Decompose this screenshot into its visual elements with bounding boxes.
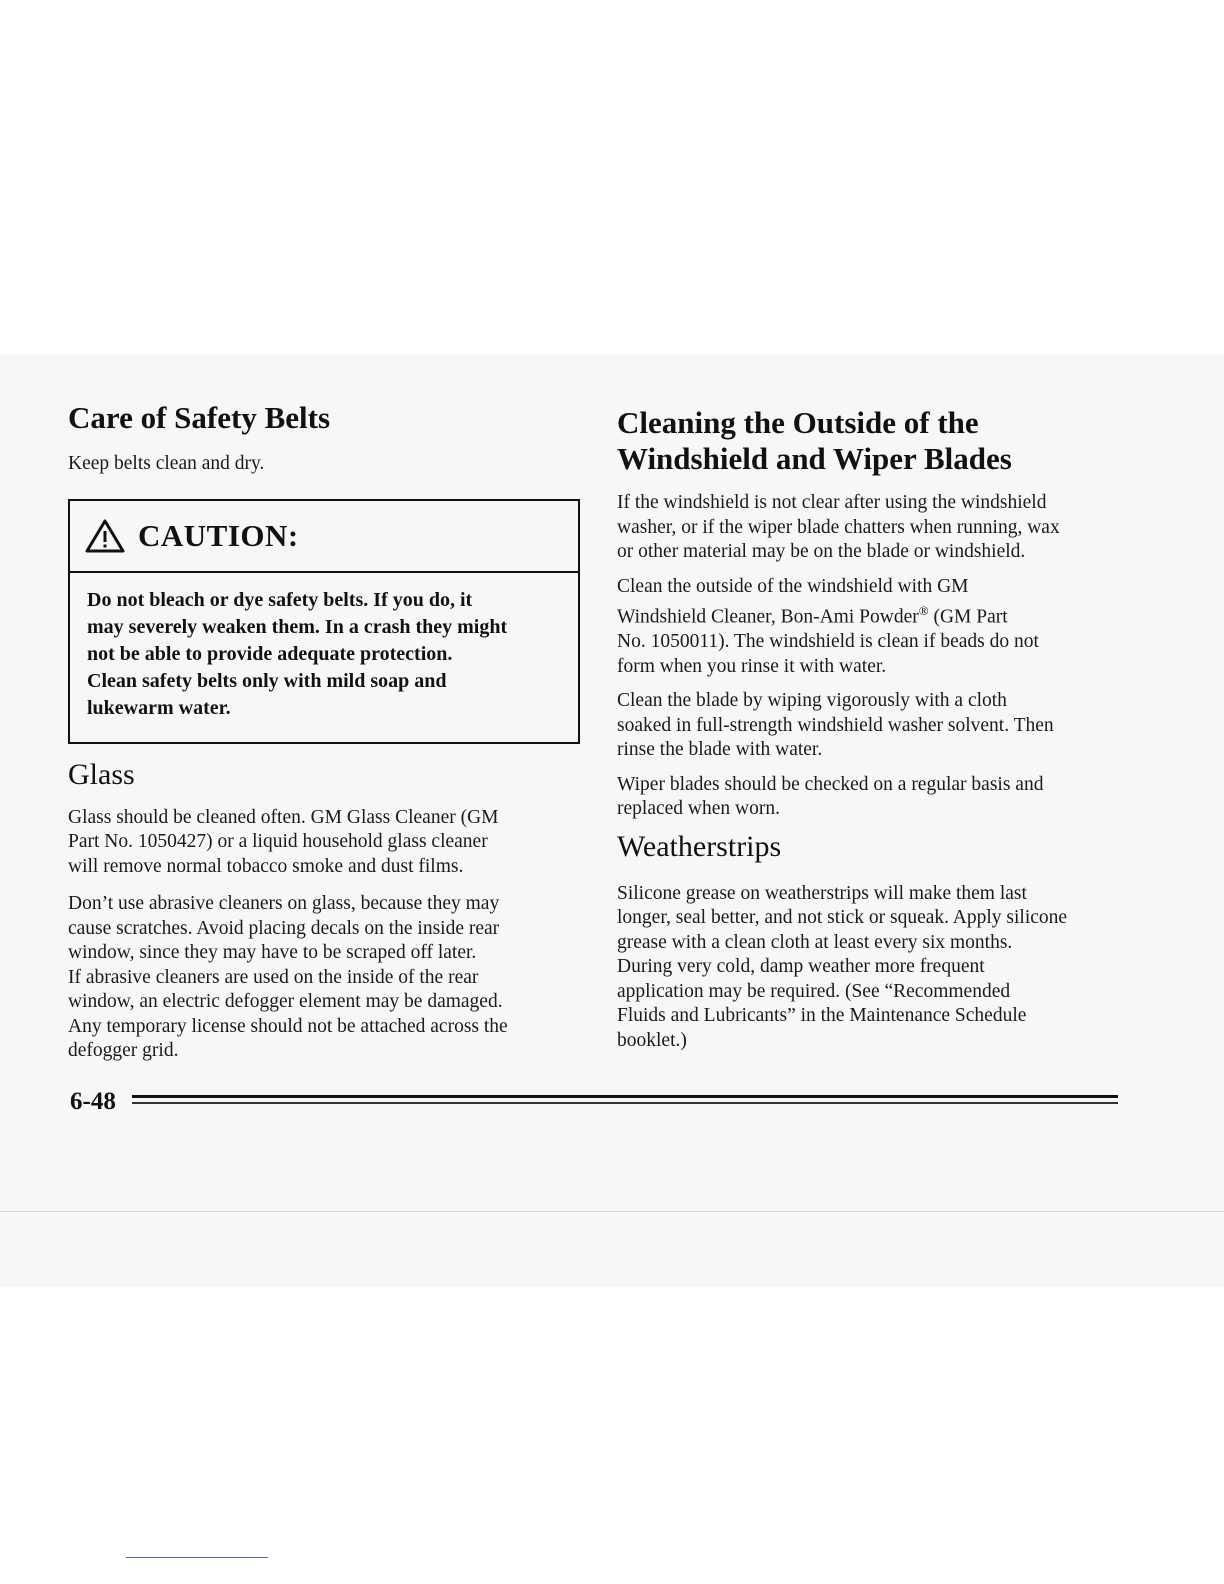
text-line: will remove normal tobacco smoke and dust films. [68, 855, 464, 877]
windshield-paragraph-2 [617, 575, 1117, 680]
text-line: washer, or if the wiper blade chatters when running, wax [617, 516, 1060, 538]
text-line: During very cold, damp weather more frequent [617, 956, 985, 977]
left-column [68, 400, 580, 1064]
text-line: Clean the outside of the windshield with GM [617, 575, 969, 597]
weatherstrips-heading: Weatherstrips [617, 829, 782, 863]
text-line: If the windshield is not clear after using the windshield [617, 492, 1047, 513]
caution-text [70, 573, 578, 742]
windshield-heading [617, 405, 1117, 477]
footer-rule [132, 1095, 1118, 1098]
text-line: or other material may be on the blade or windshield. [617, 541, 1026, 562]
text-line: Silicone grease on weatherstrips will make them last [617, 882, 1027, 904]
heading-line: Windshield and Wiper Blades [617, 441, 1012, 476]
text-line: booklet.) [617, 1029, 687, 1051]
text-line: Wiper blades should be checked on a regular basis and [617, 773, 1044, 795]
text-line: rinse the blade with water. [617, 739, 823, 760]
text-line: replaced when worn. [617, 798, 780, 819]
text-line: cause scratches. Avoid placing decals on the inside rear [68, 917, 500, 939]
belts-intro-text: Keep belts clean and dry. [68, 453, 265, 474]
text-line: Any temporary license should not be attached across the [68, 1015, 508, 1037]
weatherstrips-paragraph [617, 882, 1117, 1054]
heading-line: Cleaning the Outside of the [617, 405, 979, 440]
text-segment: (GM Part [928, 606, 1008, 628]
page-number: 6-48 [70, 1088, 116, 1115]
caution-line: may severely weaken them. In a crash they might [87, 615, 508, 638]
text-line: Part No. 1050427) or a liquid household glass cleaner [68, 831, 488, 852]
glass-heading: Glass [68, 757, 135, 791]
glass-paragraph-2 [68, 892, 580, 1064]
registered-mark: ® [918, 603, 929, 618]
caution-line: Clean safety belts only with mild soap and [87, 669, 447, 692]
caution-line: lukewarm water. [87, 696, 231, 719]
warning-triangle-icon [84, 518, 126, 554]
windshield-paragraph-3 [617, 689, 1117, 763]
glass-paragraph-1 [68, 806, 580, 880]
link-underline[interactable] [126, 1557, 268, 1558]
text-line: Don’t use abrasive cleaners on glass, because they may [68, 893, 500, 914]
caution-header [70, 501, 578, 573]
text-line: No. 1050011). The windshield is clean if beads do not [617, 631, 1039, 652]
text-line: window, since they may have to be scraped off later. [68, 942, 477, 963]
windshield-paragraph-1 [617, 491, 1117, 565]
windshield-paragraph-4 [617, 773, 1117, 822]
text-segment: Windshield Cleaner, Bon-Ami Powder [617, 606, 919, 628]
text-line: longer, seal better, and not stick or squeak. Apply silicone [617, 907, 1068, 928]
caution-title: CAUTION: [138, 517, 299, 553]
care-of-safety-belts-heading: Care of Safety Belts [68, 400, 331, 435]
text-line: application may be required. (See “Recommended [617, 980, 1011, 1002]
caution-box [68, 499, 580, 744]
text-line [617, 599, 1117, 630]
footer-rule-thin [132, 1102, 1118, 1104]
scan-edge-line [0, 1211, 1224, 1212]
caution-line: not be able to provide adequate protection. [87, 642, 453, 665]
text-line: window, an electric defogger element may be damaged. [68, 991, 503, 1012]
text-line: soaked in full-strength windshield washer solvent. Then [617, 714, 1054, 736]
text-line: Clean the blade by wiping vigorously with a cloth [617, 690, 1007, 711]
text-line: form when you rinse it with water. [617, 655, 887, 677]
text-line: defogger grid. [68, 1040, 179, 1061]
text-line: Glass should be cleaned often. GM Glass Cleaner (GM [68, 806, 499, 828]
caution-line: Do not bleach or dye safety belts. If you do, it [87, 588, 473, 611]
text-line: If abrasive cleaners are used on the inside of the rear [68, 966, 479, 988]
text-line: grease with a clean cloth at least every six months. [617, 931, 1013, 953]
text-line: Fluids and Lubricants” in the Maintenance Schedule [617, 1005, 1027, 1026]
right-column [617, 405, 1117, 1053]
